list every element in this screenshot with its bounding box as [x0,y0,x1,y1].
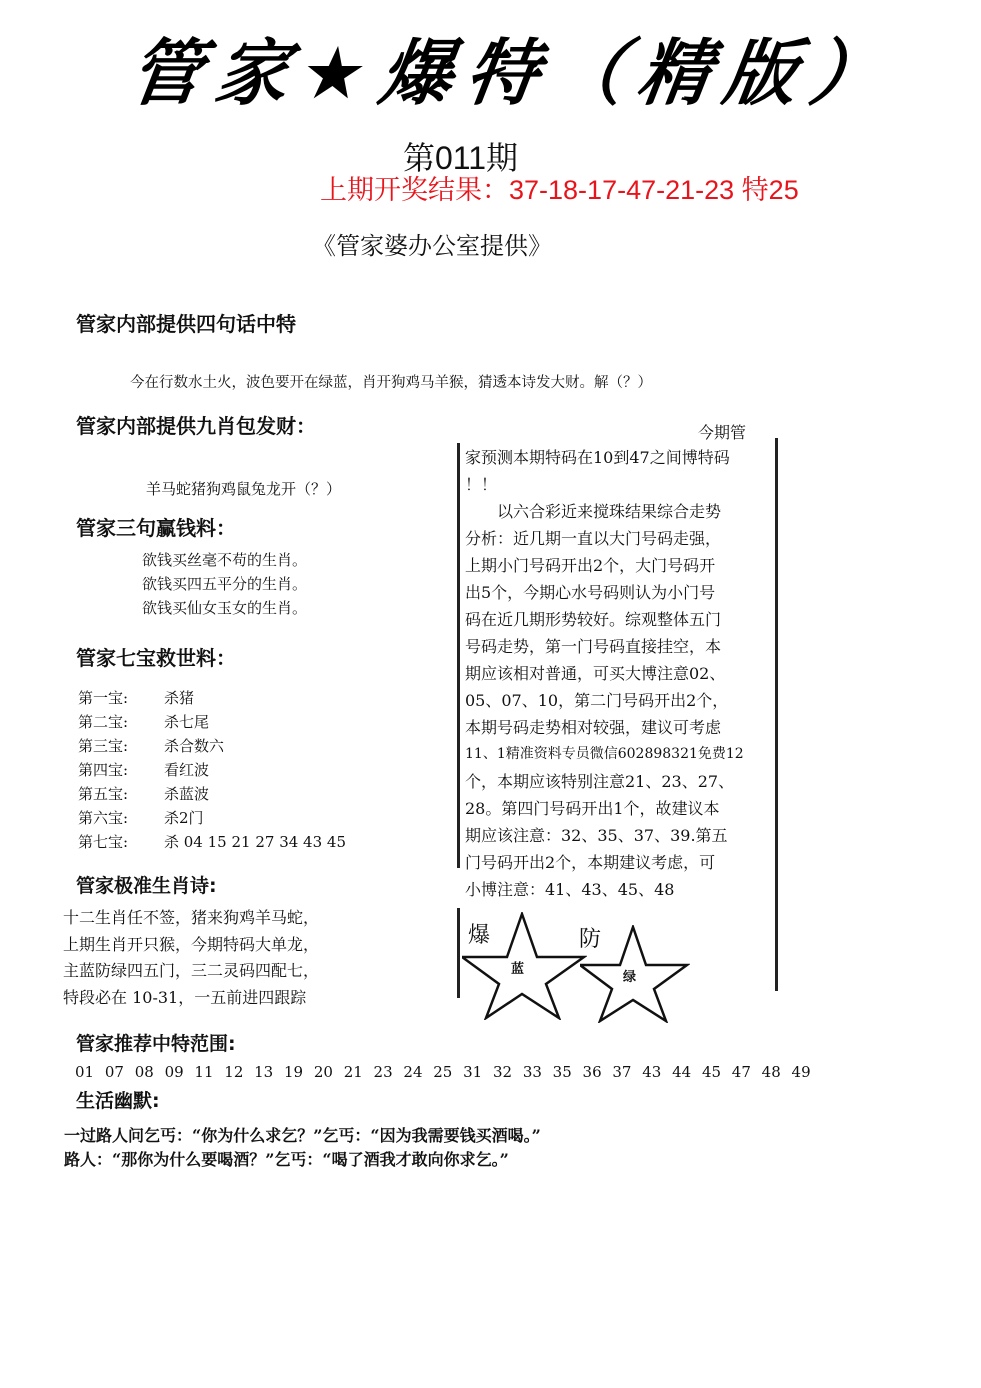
analysis-line: 门号码开出2个，本期建议考虑，可 [465,853,716,872]
zodiac-poem [63,905,319,1011]
treasure-item: 第六宝: 杀2门 [78,809,204,827]
three-sentences-line: 欲钱买四五平分的生肖。 [142,575,308,593]
analysis-line: 出5个，今期心水号码则认为小门号 [465,583,716,602]
treasure-item: 第五宝: 杀蓝波 [78,785,210,803]
analysis-line: 个，本期应该特别注意21、23、27、 [465,772,735,791]
analysis-line: 上期小门号码开出2个，大门号码开 [465,556,716,575]
four-sentences-text: 今在行数水土火，波色要开在绿蓝，肖开狗鸡马羊猴，猜透本诗发大财。解（？） [130,375,652,391]
analysis-line: 以六合彩近来搅珠结果综合走势 [465,502,722,521]
poem-line: 上期生肖开只猴，今期特码大单龙， [63,934,320,954]
analysis-line: 期应该注意：32、35、37、39.第五 [465,826,728,845]
analysis-line: 家预测本期特码在10到47之间博特码 [465,448,730,467]
analysis-line: 分析：近几期一直以大门号码走强， [465,529,722,548]
zodiac-poem-heading: 管家极准生肖诗: [76,875,217,897]
stars-box-left-border [457,908,460,998]
three-sentences-heading: 管家三句赢钱料： [76,516,236,540]
humor-line: 一过路人问乞丐：“你为什么求乞？”乞丐：“因为我需要钱买酒喝。” [64,1126,541,1145]
analysis-lead: 今期管 [698,423,747,442]
treasure-item: 第三宝: 杀合数六 [78,737,225,755]
treasure-item: 第四宝: 看红波 [78,761,210,779]
fang-label: 防 [579,927,602,952]
analysis-box-right-border [775,438,778,991]
analysis-line: ！！ [465,475,498,494]
analysis-line: 小博注意：41、43、45、48 [465,880,675,899]
provider-line: 《管家婆办公室提供》 [312,232,552,260]
three-sentences-line: 欲钱买丝毫不苟的生肖。 [142,551,308,569]
analysis-line: 码在近几期形势较好。综观整体五门 [465,610,722,629]
analysis-line: 本期号码走势相对较强，建议可考虑 [465,718,722,737]
document-title: 管家★爆特（精版） [124,31,903,115]
seven-treasures-list [78,686,346,854]
analysis-text [465,444,770,903]
last-result [320,172,799,208]
bao-label: 爆 [468,923,491,948]
analysis-box-left-border [457,443,460,868]
analysis-line: 28。第四门号码开出1个，故建议本 [465,799,720,818]
last-result-special: 特25 [741,175,799,205]
nine-zodiac-heading: 管家内部提供九肖包发财： [76,414,316,438]
poem-line: 十二生肖任不签，猪来狗鸡羊马蛇， [63,908,320,927]
nine-zodiac-text: 羊马蛇猪狗鸡鼠兔龙开（？） [146,480,342,498]
poem-line: 主蓝防绿四五门，三二灵码四配七， [63,961,320,980]
issue-number: 第011期 [403,140,519,176]
last-result-label: 上期开奖结果： [320,175,509,205]
seven-treasures-heading: 管家七宝救世料： [76,646,236,670]
three-sentences-list [142,548,307,620]
bao-color: 蓝 [511,962,525,977]
poem-line: 特段必在 10-31，一五前进四跟踪 [63,987,307,1007]
humor-text [64,1124,541,1172]
humor-heading: 生活幽默: [76,1090,160,1112]
last-result-numbers: 37-18-17-47-21-23 [509,175,735,205]
analysis-line: 11、1精准资料专员微信602898321免费12 [465,746,744,762]
treasure-item: 第七宝: 杀 04 15 21 27 34 43 45 [78,833,346,851]
analysis-line: 号码走势，第一门号码直接挂空，本 [465,637,722,656]
treasure-item: 第一宝: 杀猪 [78,689,195,707]
three-sentences-line: 欲钱买仙女玉女的生肖。 [142,599,308,617]
analysis-line: 期应该相对普通，可买大博注意02、 [465,664,726,683]
analysis-line: 05、07、10，第二门号码开出2个， [465,691,729,710]
recommend-numbers: 01 07 08 09 11 12 13 19 20 21 23 24 25 31 32 33 35 36 37 43 44 45 47 48 49 [75,1063,811,1081]
star-icon [462,912,587,1020]
fang-color: 绿 [623,970,637,985]
four-sentences-heading: 管家内部提供四句话中特 [76,312,296,336]
recommend-heading: 管家推荐中特范围: [76,1033,236,1055]
treasure-item: 第二宝: 杀七尾 [78,713,210,731]
humor-line: 路人：“那你为什么要喝酒？”乞丐：“喝了酒我才敢向你求乞。” [64,1150,509,1169]
